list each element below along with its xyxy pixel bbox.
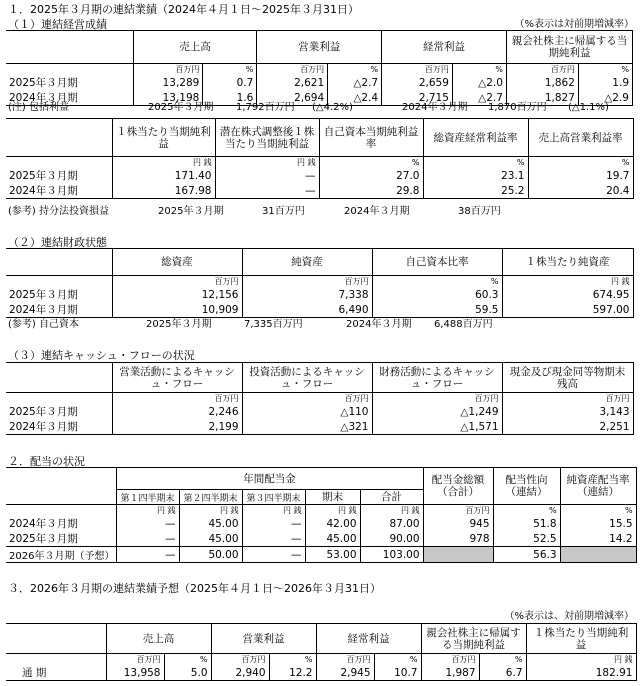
table-cell: 2,251 — [502, 419, 633, 435]
equity-value-2024: 6,488百万円 — [434, 319, 493, 330]
table-cell: 10.7 — [374, 665, 421, 681]
header-annual-dividend: 年間配当金 — [116, 468, 423, 490]
table-cell: 5.0 — [164, 665, 211, 681]
header-ordinary-profit: 経常利益 — [316, 624, 421, 654]
header-total-assets: 総資産 — [112, 249, 242, 276]
dividends-title: ２．配当の状況 — [8, 455, 85, 468]
table-cell: 2,659 — [382, 75, 453, 90]
table-cell: 2,621 — [257, 75, 328, 90]
table-cell: 2,715 — [382, 90, 453, 106]
header-net-assets: 純資産 — [242, 249, 372, 276]
table-cell: — — [242, 547, 305, 563]
header-q1-end: 第１四半期末 — [116, 490, 179, 505]
table-cell: 2,199 — [112, 419, 242, 435]
table-cell: — — [116, 516, 179, 531]
table-cell: 12.2 — [269, 665, 316, 681]
table-cell: 167.98 — [112, 183, 215, 199]
table-cell: 2,945 — [316, 665, 374, 681]
header-operating-profit: 営業利益 — [211, 624, 316, 654]
cash-flow-subtitle: （３）連結キャッシュ・フローの状況 — [8, 349, 195, 362]
financial-position-subtitle: （２）連結財政状態 — [8, 236, 107, 249]
unit-cell: % — [319, 157, 423, 169]
header-roe: 自己資本当期純利益率 — [319, 119, 423, 157]
ref-period-2025: 2025年３月期 — [158, 206, 224, 217]
unit-cell: 百万円 — [257, 64, 328, 76]
unit-cell: 百万円 — [421, 654, 479, 666]
unit-cell: % — [528, 157, 633, 169]
table-cell: — — [215, 183, 319, 199]
header-eps: １株当たり当期純利益 — [112, 119, 215, 157]
unit-cell: % — [479, 654, 526, 666]
table-cell: 12,156 — [112, 287, 242, 302]
header-operating-margin: 売上高営業利益率 — [528, 119, 633, 157]
operating-results-subtitle: （１）連結経営成績 — [8, 18, 107, 31]
table-cell: 978 — [423, 531, 493, 547]
table-cell: △1,571 — [372, 419, 502, 435]
unit-cell: 百万円 — [506, 64, 578, 76]
unit-cell: 百万円 — [382, 64, 453, 76]
header-diluted-eps: 潜在株式調整後１株当たり当期純利益 — [215, 119, 319, 157]
table-cell: 29.8 — [319, 183, 423, 199]
percent-note: （%表示は対前期増減率） — [514, 19, 634, 30]
table-cell: 13,289 — [133, 75, 203, 90]
table-cell: 182.91 — [526, 665, 636, 681]
table-cell: 6.7 — [479, 665, 526, 681]
row-label: 通 期 — [6, 665, 106, 681]
table-cell: △2.7 — [452, 90, 506, 106]
operating-results-table — [6, 30, 633, 106]
table-cell: 103.00 — [360, 547, 423, 563]
note-rate-2024: (△1.1%) — [568, 102, 609, 113]
ref-value-2024: 38百万円 — [458, 206, 501, 217]
table-cell: — — [242, 531, 305, 547]
header-payout-ratio: 配当性向（連結） — [493, 468, 560, 505]
forecast-table — [6, 623, 637, 681]
unit-cell: 円 銭 — [502, 276, 633, 288]
table-cell: 0.7 — [203, 75, 257, 90]
table-cell: 14.2 — [560, 531, 636, 547]
table-cell: 52.5 — [493, 531, 560, 547]
table-cell: 597.00 — [502, 302, 633, 318]
table-cell: 15.5 — [560, 516, 636, 531]
section-1-title: １．2025年３月期の連結業績（2024年４月１日～2025年３月31日） — [8, 3, 359, 16]
unit-cell: 百万円 — [372, 393, 502, 405]
shaded-cell — [423, 547, 493, 563]
table-cell: 87.00 — [360, 516, 423, 531]
table-cell: 45.00 — [305, 531, 360, 547]
row-label: 2024年３月期 — [6, 183, 112, 199]
row-label: 2026年３月期（予想） — [6, 547, 116, 563]
table-cell: — — [116, 531, 179, 547]
table-cell: 1,987 — [421, 665, 479, 681]
row-label: 2024年３月期 — [6, 419, 112, 435]
table-cell: 60.3 — [372, 287, 502, 302]
table-cell: △110 — [242, 404, 372, 419]
unit-cell: 百万円 — [112, 393, 242, 405]
header-bps: １株当たり純資産 — [502, 249, 633, 276]
header-doe: 純資産配当率（連結） — [560, 468, 636, 505]
table-cell: 13,198 — [133, 90, 203, 106]
unit-cell: 円 銭 — [112, 157, 215, 169]
header-net-sales: 売上高 — [106, 624, 211, 654]
table-cell: 13,958 — [106, 665, 164, 681]
note-period-2024: 2024年３月期 — [402, 102, 468, 113]
table-cell: 1,827 — [506, 90, 578, 106]
unit-cell: % — [372, 276, 502, 288]
note-value-2025: 1,792百万円 — [236, 102, 295, 113]
equity-period-2024: 2024年３月期 — [346, 319, 412, 330]
unit-cell: % — [164, 654, 211, 666]
header-financing-cf: 財務活動によるキャッシュ・フロー — [372, 363, 502, 393]
table-cell: △2.0 — [452, 75, 506, 90]
header-operating-cf: 営業活動によるキャッシュ・フロー — [112, 363, 242, 393]
unit-cell: % — [452, 64, 506, 76]
table-cell: 51.8 — [493, 516, 560, 531]
table-cell: 1,862 — [506, 75, 578, 90]
unit-cell: 百万円 — [112, 276, 242, 288]
table-cell: 45.00 — [179, 531, 242, 547]
table-cell: △1,249 — [372, 404, 502, 419]
unit-cell: % — [493, 505, 560, 517]
unit-cell: 百万円 — [211, 654, 269, 666]
equity-period-2025: 2025年３月期 — [146, 319, 212, 330]
unit-cell: 百万円 — [242, 393, 372, 405]
table-cell: 45.00 — [179, 516, 242, 531]
header-equity-ratio: 自己資本比率 — [372, 249, 502, 276]
header-year-end: 期末 — [305, 490, 360, 505]
table-cell: △2.7 — [328, 75, 382, 90]
header-ordinary-profit: 経常利益 — [382, 31, 507, 64]
equity-value-2025: 7,335百万円 — [244, 319, 303, 330]
table-cell: 56.3 — [493, 547, 560, 563]
table-cell: 1.6 — [203, 90, 257, 106]
table-cell: 7,338 — [242, 287, 372, 302]
table-cell: 25.2 — [423, 183, 528, 199]
header-net-income: 親会社株主に帰属する当期純利益 — [421, 624, 526, 654]
unit-cell: % — [269, 654, 316, 666]
table-cell: 6,490 — [242, 302, 372, 318]
header-dividend-total: 配当金総額（合計） — [423, 468, 493, 505]
table-cell: △2.4 — [328, 90, 382, 106]
row-label: 2025年３月期 — [6, 404, 112, 419]
unit-cell: 円 銭 — [116, 505, 179, 517]
unit-cell: 円 銭 — [179, 505, 242, 517]
unit-cell: 円 銭 — [360, 505, 423, 517]
table-cell: 2,246 — [112, 404, 242, 419]
unit-cell: 円 銭 — [215, 157, 319, 169]
forecast-percent-note: （%表示は、対前期増減率） — [504, 611, 634, 622]
ref-period-2024: 2024年３月期 — [344, 206, 410, 217]
unit-cell: 円 銭 — [305, 505, 360, 517]
note-rate-2025: (△4.2%) — [312, 102, 353, 113]
dividends-table — [6, 467, 637, 563]
table-cell: — — [215, 168, 319, 183]
unit-cell: 円 銭 — [526, 654, 636, 666]
financial-position-table — [6, 248, 634, 318]
cash-flow-table — [6, 362, 634, 435]
table-cell: 53.00 — [305, 547, 360, 563]
header-operating-profit: 営業利益 — [257, 31, 382, 64]
equity-method-label: (参考) 持分法投資損益 — [8, 206, 109, 217]
table-cell: △2.9 — [578, 90, 632, 106]
header-q3-end: 第３四半期末 — [242, 490, 305, 505]
unit-cell: 円 銭 — [242, 505, 305, 517]
table-cell: 3,143 — [502, 404, 633, 419]
per-share-indicators-table — [6, 118, 634, 199]
header-cash-end: 現金及び現金同等物期末残高 — [502, 363, 633, 393]
note-period-2025: 2025年３月期 — [148, 102, 214, 113]
header-roa: 総資産経常利益率 — [423, 119, 528, 157]
unit-cell: 百万円 — [316, 654, 374, 666]
table-cell: 945 — [423, 516, 493, 531]
unit-cell: % — [374, 654, 421, 666]
header-total: 合計 — [360, 490, 423, 505]
header-net-sales: 売上高 — [133, 31, 257, 64]
header-q2-end: 第２四半期末 — [179, 490, 242, 505]
table-cell: 2,940 — [211, 665, 269, 681]
equity-capital-label: (参考) 自己資本 — [8, 319, 79, 330]
note-value-2024: 1,870百万円 — [488, 102, 547, 113]
table-cell: 23.1 — [423, 168, 528, 183]
table-cell: 27.0 — [319, 168, 423, 183]
unit-cell: % — [578, 64, 632, 76]
table-cell: 42.00 — [305, 516, 360, 531]
unit-cell: % — [560, 505, 636, 517]
header-eps: １株当たり当期純利益 — [526, 624, 636, 654]
forecast-title: ３．2026年３月期の連結業績予想（2025年４月１日～2026年３月31日） — [8, 582, 381, 595]
unit-cell: 百万円 — [106, 654, 164, 666]
unit-cell: % — [328, 64, 382, 76]
row-label: 2024年３月期 — [6, 90, 133, 106]
row-label: 2024年３月期 — [6, 516, 116, 531]
table-cell: 2,694 — [257, 90, 328, 106]
unit-cell: 百万円 — [423, 505, 493, 517]
shaded-cell — [560, 547, 636, 563]
row-label: 2024年３月期 — [6, 302, 112, 318]
unit-cell: 百万円 — [133, 64, 203, 76]
comprehensive-income-label: (注) 包括利益 — [8, 102, 69, 113]
unit-cell: 百万円 — [502, 393, 633, 405]
table-cell: 50.00 — [179, 547, 242, 563]
row-label: 2025年３月期 — [6, 531, 116, 547]
table-cell: 10,909 — [112, 302, 242, 318]
table-cell: 674.95 — [502, 287, 633, 302]
table-cell: 59.5 — [372, 302, 502, 318]
table-cell: 20.4 — [528, 183, 633, 199]
unit-cell: % — [423, 157, 528, 169]
table-cell: 1.9 — [578, 75, 632, 90]
ref-value-2025: 31百万円 — [262, 206, 305, 217]
row-label: 2025年３月期 — [6, 75, 133, 90]
table-cell: 171.40 — [112, 168, 215, 183]
row-label: 2025年３月期 — [6, 287, 112, 302]
table-cell: 19.7 — [528, 168, 633, 183]
table-cell: 90.00 — [360, 531, 423, 547]
header-net-income: 親会社株主に帰属する当期純利益 — [506, 31, 632, 64]
table-cell: — — [116, 547, 179, 563]
unit-cell: 百万円 — [242, 276, 372, 288]
table-cell: △321 — [242, 419, 372, 435]
table-cell: — — [242, 516, 305, 531]
header-investing-cf: 投資活動によるキャッシュ・フロー — [242, 363, 372, 393]
unit-cell: % — [203, 64, 257, 76]
row-label: 2025年３月期 — [6, 168, 112, 183]
